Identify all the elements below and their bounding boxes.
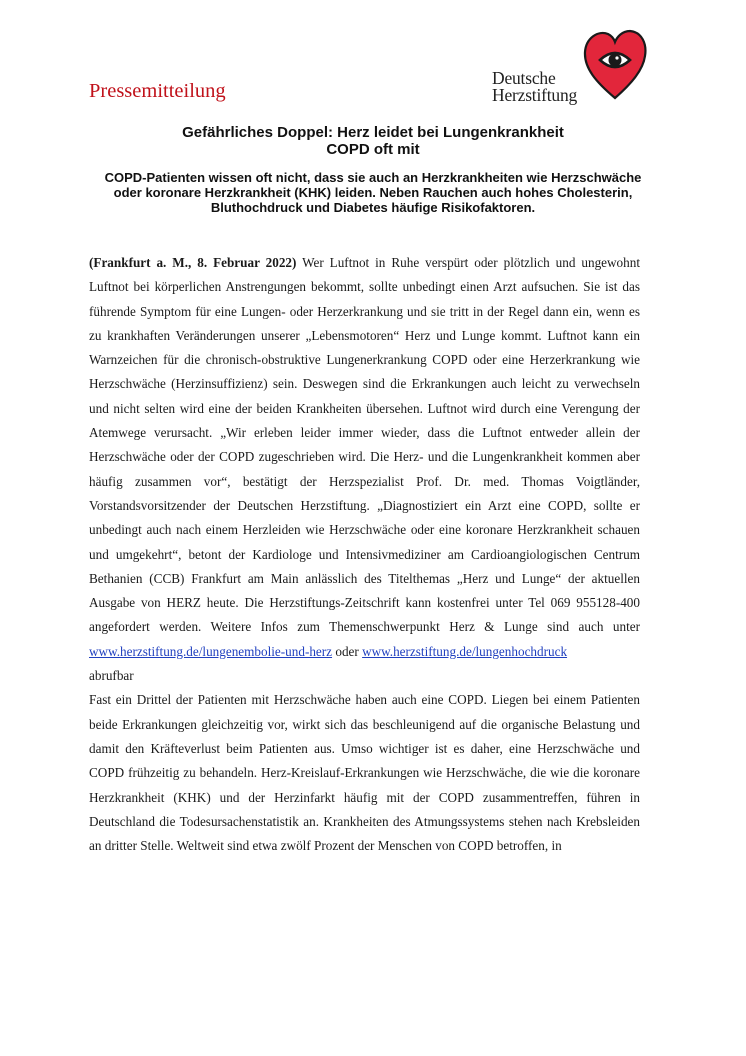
subheadline: COPD-Patienten wissen oft nicht, dass sie auch an Herzkrankheiten wie Herzschwäche oder koronare Herzkrankheit (KHK) leiden. Neben Rauchen auch hohes Cholesterin, Bluthochdruck und Diabetes häufige Risikofaktoren. — [104, 170, 642, 215]
headline-line-2: COPD oft mit — [326, 141, 420, 158]
paragraph-1 — [89, 251, 640, 664]
paragraph-2: Fast ein Drittel der Patienten mit Herzschwäche haben auch eine COPD. Liegen bei einem Patienten beide Erkrankungen gleichzeitig vor, wirkt sich das beschleunigend auf die organische Belastung und damit den Kräfteverlust beim Patienten aus. Umso wichtiger ist es daher, eine Herzschwäche und COPD frühzeitig zu behandeln. Herz-Kreislauf-Erkrankungen wie Herzschwäche, die wie die koronare Herzkrankheit (KHK) und der Herzinfarkt häufig mit der COPD zusammentreffen, führen in Deutschland die Todesursachenstatistik an. Krankheiten des Atmungssystems stehen nach Krebsleiden an dritter Stelle. Weltweit sind etwa zwölf Prozent der Menschen von COPD betroffen, in — [89, 692, 640, 854]
article-body — [89, 251, 640, 858]
logo-wordmark — [492, 70, 577, 104]
link-lungenembolie[interactable]: www.herzstiftung.de/lungenembolie-und-herz — [89, 643, 333, 659]
link-connector: oder — [332, 643, 363, 659]
press-release-label: Pressemitteilung — [89, 80, 226, 102]
paragraph-1-tail: abrufbar — [89, 668, 134, 684]
logo-line-1: Deutsche — [492, 68, 556, 88]
paragraph-1-text: Wer Luftnot in Ruhe verspürt oder plötzlich und ungewohnt Luftnot bei körperlichen Anstrengungen bekommt, sollte unbedingt einen Arzt aufsuchen. Sie ist das führende Symptom für eine Lungen- oder Herzerkrankung und sie tritt in der Regel dann ein, wenn es zu krankhaften Veränderungen unserer „Lebensmotoren“ Herz und Lunge kommt. Luftnot kann ein Warnzeichen für die chronisch-obstruktive Lungenerkrankung COPD oder eine Herzerkrankung wie Herzschwäche (Herzinsuffizienz) sein. Deswegen sind die Erkrankungen auch leicht zu verwechseln und nicht selten wird eine der beiden Krankheiten übersehen. Luftnot wird durch eine Verengung der Atemwege verursacht. „Wir erleben leider immer wieder, dass die Luftnot entweder allein der Herzschwäche oder der COPD zugeschrieben wird. Die Herz- und die Lungenkrankheit kommen aber häufig zusammen vor“, bestätigt der Herzspezialist Prof. Dr. med. Thomas Voigtländer, Vorstandsvorsitzender der Deutschen Herzstiftung. „Diagnostiziert ein Arzt eine COPD, sollte er unbedingt auch nach einem Herzleiden wie Herzschwäche oder eine koronare Herzkrankheit schauen und umgekehrt“, betont der Kardiologe und Intensivmediziner am Cardioangiologischen Centrum Bethanien (CCB) Frankfurt am Main anlässlich des Titelthemas „Herz und Lunge“ der aktuellen Ausgabe von HERZ heute. Die Herzstiftungs-Zeitschrift kann kostenfrei unter Tel 069 955128-400 angefordert werden. Weitere Infos zum Themenschwerpunkt Herz & Lunge sind auch unter — [89, 255, 640, 635]
dateline: (Frankfurt a. M., 8. Februar 2022) — [89, 255, 297, 270]
heart-eye-icon — [582, 28, 648, 102]
herzstiftung-logo — [488, 28, 658, 110]
logo-line-2: Herzstiftung — [492, 85, 578, 105]
headline — [89, 124, 657, 158]
link-lungenhochdruck[interactable]: www.herzstiftung.de/lungenhochdruck — [362, 643, 568, 659]
headline-line-1: Gefährliches Doppel: Herz leidet bei Lungenkrankheit — [182, 124, 564, 141]
